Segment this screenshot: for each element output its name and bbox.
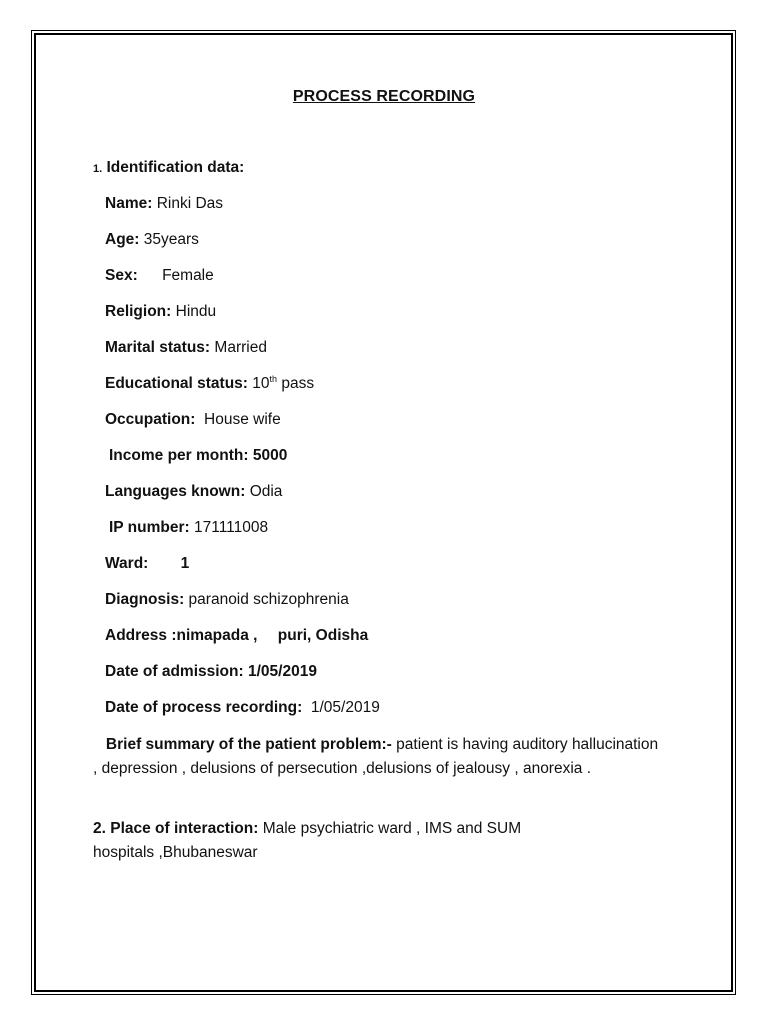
field-address xyxy=(105,626,368,646)
field-ip-number-value: 171111008 xyxy=(193,519,269,536)
field-sex xyxy=(105,266,214,286)
field-religion xyxy=(105,302,216,322)
field-date-recording-label: Date of process recording: xyxy=(105,699,303,716)
field-date-admission-label: Date of admission: xyxy=(105,663,244,680)
field-name-label: Name: xyxy=(105,195,153,212)
field-name xyxy=(105,194,223,214)
field-religion-value: Hindu xyxy=(175,303,217,320)
field-ward-value: 1 xyxy=(180,555,190,572)
section-2 xyxy=(93,817,563,865)
field-marital-status-value: Married xyxy=(214,339,267,356)
field-income xyxy=(109,446,287,466)
field-languages xyxy=(105,482,282,502)
field-educational-status-value: 10th pass xyxy=(252,373,315,392)
document-title: PROCESS RECORDING xyxy=(292,88,476,105)
section-1-number: 1. xyxy=(93,163,103,175)
field-sex-value: Female xyxy=(162,267,214,284)
field-sex-label: Sex: xyxy=(105,267,138,284)
field-age-value: 35years xyxy=(143,231,199,248)
field-ward-label: Ward: xyxy=(105,555,149,572)
field-educational-status xyxy=(105,374,314,394)
field-date-admission-value: 1/05/2019 xyxy=(247,663,317,680)
field-date-recording-value: 1/05/2019 xyxy=(310,699,380,716)
section-1-label: Identification data: xyxy=(106,159,245,176)
field-date-admission xyxy=(105,662,317,682)
field-income-value: 5000 xyxy=(252,447,288,464)
brief-summary-label: Brief summary of the patient problem:- xyxy=(105,736,392,753)
field-age-label: Age: xyxy=(105,231,140,248)
field-ip-number xyxy=(109,518,268,538)
field-diagnosis-value: paranoid schizophrenia xyxy=(188,591,349,608)
field-name-value: Rinki Das xyxy=(156,195,224,212)
field-diagnosis-label: Diagnosis: xyxy=(105,591,185,608)
field-age xyxy=(105,230,199,250)
field-income-label: Income per month: xyxy=(109,447,249,464)
field-occupation-label: Occupation: xyxy=(105,411,196,428)
field-marital-status-label: Marital status: xyxy=(105,339,211,356)
field-educational-status-label: Educational status: xyxy=(105,375,248,392)
field-marital-status xyxy=(105,338,267,358)
field-religion-label: Religion: xyxy=(105,303,172,320)
section-2-label: 2. Place of interaction: xyxy=(93,820,259,837)
field-ip-number-label: IP number: xyxy=(109,519,190,536)
brief-summary xyxy=(93,733,663,781)
field-address-label: Address : xyxy=(105,627,177,644)
section-2-text: Male psychiatric ward , IMS and SUM hospitals ,Bhubaneswar xyxy=(93,820,522,861)
field-languages-label: Languages known: xyxy=(105,483,246,500)
field-address-value-1: nimapada , xyxy=(176,627,258,644)
field-date-recording xyxy=(105,698,380,718)
field-occupation xyxy=(105,410,281,430)
field-occupation-value: House wife xyxy=(204,411,281,428)
field-address-value-2: puri, Odisha xyxy=(277,627,369,644)
field-ward xyxy=(105,554,189,574)
section-1-heading xyxy=(93,158,244,179)
brief-summary-text: patient is having auditory hallucination , depression , delusions of persecution ,delusions of jealousy , anorexia . xyxy=(93,736,659,777)
field-languages-value: Odia xyxy=(249,483,283,500)
field-diagnosis xyxy=(105,590,349,610)
